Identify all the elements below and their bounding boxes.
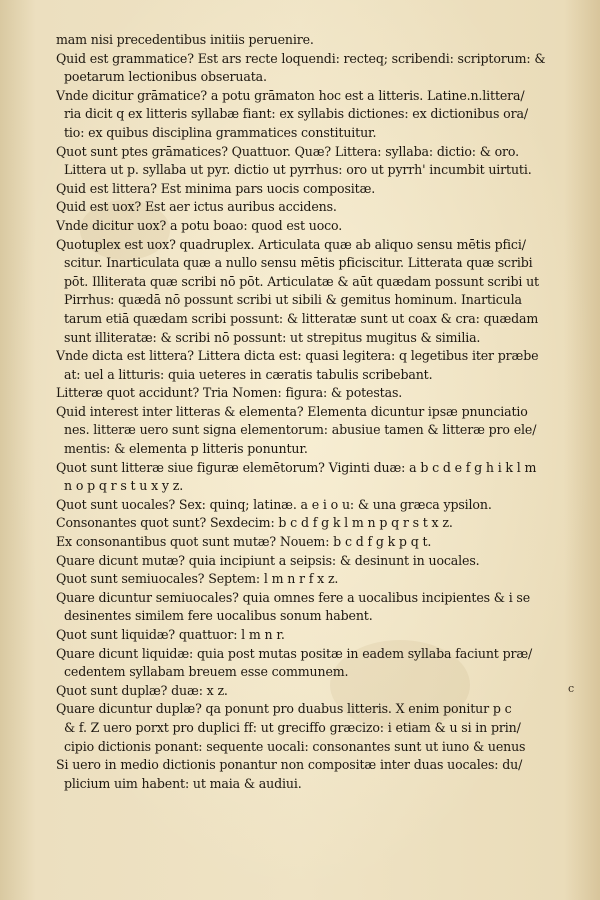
text-line: Quot sunt semiuocales? Septem: l m n r f x z. — [56, 571, 339, 587]
text-line: Littera ut p. syllaba ut pyr. dictio ut pyrrhus: oro ut pyrrh' incumbit uirtuti. — [64, 162, 532, 178]
text-line: Vnde dicta est littera? Littera dicta est: quasi legitera: q legetibus iter præbe — [56, 348, 539, 364]
margin-mark: c — [568, 682, 575, 695]
text-line: Quare dicuntur duplæ? qa ponunt pro duabus litteris. X enim ponitur p c — [56, 701, 512, 717]
text-line: Litteræ quot accidunt? Tria Nomen: figura: & potestas. — [56, 385, 403, 401]
text-line: plicium uim habent: ut maia & audiui. — [64, 775, 302, 791]
text-line: desinentes similem fere uocalibus sonum habent. — [64, 608, 373, 624]
text-line: mam nisi precedentibus initiis peruenire. — [56, 32, 314, 47]
text-line: Consonantes quot sunt? Sexdecim: b c d f g k l m n p q r s t x z. — [56, 515, 453, 531]
text-line: n o p q r s t u x y z. — [64, 478, 184, 494]
text-line: Quare dicuntur semiuocales? quia omnes fere a uocalibus incipientes & i se — [56, 589, 531, 605]
text-line: Quid est grammatice? Est ars recte loquendi: recteq; scribendi: scriptorum: & — [56, 50, 546, 66]
text-line: Si uero in medio dictionis ponantur non compositæ inter duas uocales: du/ — [56, 757, 523, 773]
text-line: Quid interest inter litteras & elementa? Elementa dicuntur ipsæ pnunciatio — [56, 403, 528, 419]
text-line: mentis: & elementa p litteris ponuntur. — [64, 441, 308, 457]
text-line: Quot sunt uocales? Sex: quinq; latinæ. a e i o u: & una græca ypsilon. — [56, 496, 492, 512]
text-line: tarum etiā quædam scribi possunt: & litteratæ sunt ut coax & cra: quædam — [64, 310, 539, 326]
text-line: nes. litteræ uero sunt signa elementorum: abusiue tamen & litteræ pro ele/ — [64, 422, 537, 438]
text-line: ria dicit q ex litteris syllabæ fiant: ex syllabis dictiones: ex dictionibus ora/ — [64, 106, 528, 122]
text-line: sunt illiteratæ: & scribi nō possunt: ut strepitus mugitus & similia. — [64, 329, 481, 345]
text-line: Pirrhus: quædā nō possunt scribi ut sibili & gemitus hominum. Inarticula — [64, 292, 522, 308]
text-line: Vnde dicitur uox? a potu boao: quod est uoco. — [56, 217, 343, 233]
text-line: Ex consonantibus quot sunt mutæ? Nouem: b c d f g k p q t. — [56, 534, 432, 550]
text-line: poetarum lectionibus obseruata. — [64, 69, 267, 85]
text-line: Quot sunt ptes grāmatices? Quattuor. Quæ? Littera: syllaba: dictio: & oro. — [56, 143, 519, 159]
text-line: Quid est littera? Est minima pars uocis compositæ. — [56, 180, 376, 196]
text-line: cipio dictionis ponant: sequente uocali: consonantes sunt ut iuno & uenus — [64, 738, 526, 754]
text-line: pōt. Illiterata quæ scribi nō pōt. Articulatæ & aūt quædam possunt scribi ut — [64, 273, 539, 289]
text-line: Quot sunt litteræ siue figuræ elemētorum? Viginti duæ: a b c d e f g h i k l m — [56, 459, 537, 475]
text-line: tio: ex quibus disciplina grammatices constituitur. — [64, 124, 377, 140]
text-line: Quot sunt liquidæ? quattuor: l m n r. — [56, 627, 285, 642]
text-line: & f. Z uero porxt pro duplici ff: ut greciffo græcizo: i etiam & u si in prin/ — [64, 719, 521, 735]
text-line: at: uel a litturis: quia ueteres in cæratis tabulis scribebant. — [64, 366, 433, 382]
text-line: Quare dicunt mutæ? quia incipiunt a seipsis: & desinunt in uocales. — [56, 552, 480, 568]
text-block — [56, 31, 556, 793]
text-line: Quare dicunt liquidæ: quia post mutas positæ in eadem syllaba faciunt præ/ — [56, 645, 533, 661]
text-line: cedentem syllabam breuem esse communem. — [64, 664, 349, 680]
text-line: Quotuplex est uox? quadruplex. Articulata quæ ab aliquo sensu mētis pfici/ — [56, 236, 526, 252]
text-line: Quid est uox? Est aer ictus auribus accidens. — [56, 199, 337, 215]
text-line: Vnde dicitur grāmatice? a potu grāmaton hoc est a litteris. Latine.n.littera/ — [56, 87, 525, 103]
text-line: Quot sunt duplæ? duæ: x z. — [56, 682, 228, 698]
text-line: scitur. Inarticulata quæ a nullo sensu mētis pficiscitur. Litterata quæ scribi — [64, 255, 533, 271]
